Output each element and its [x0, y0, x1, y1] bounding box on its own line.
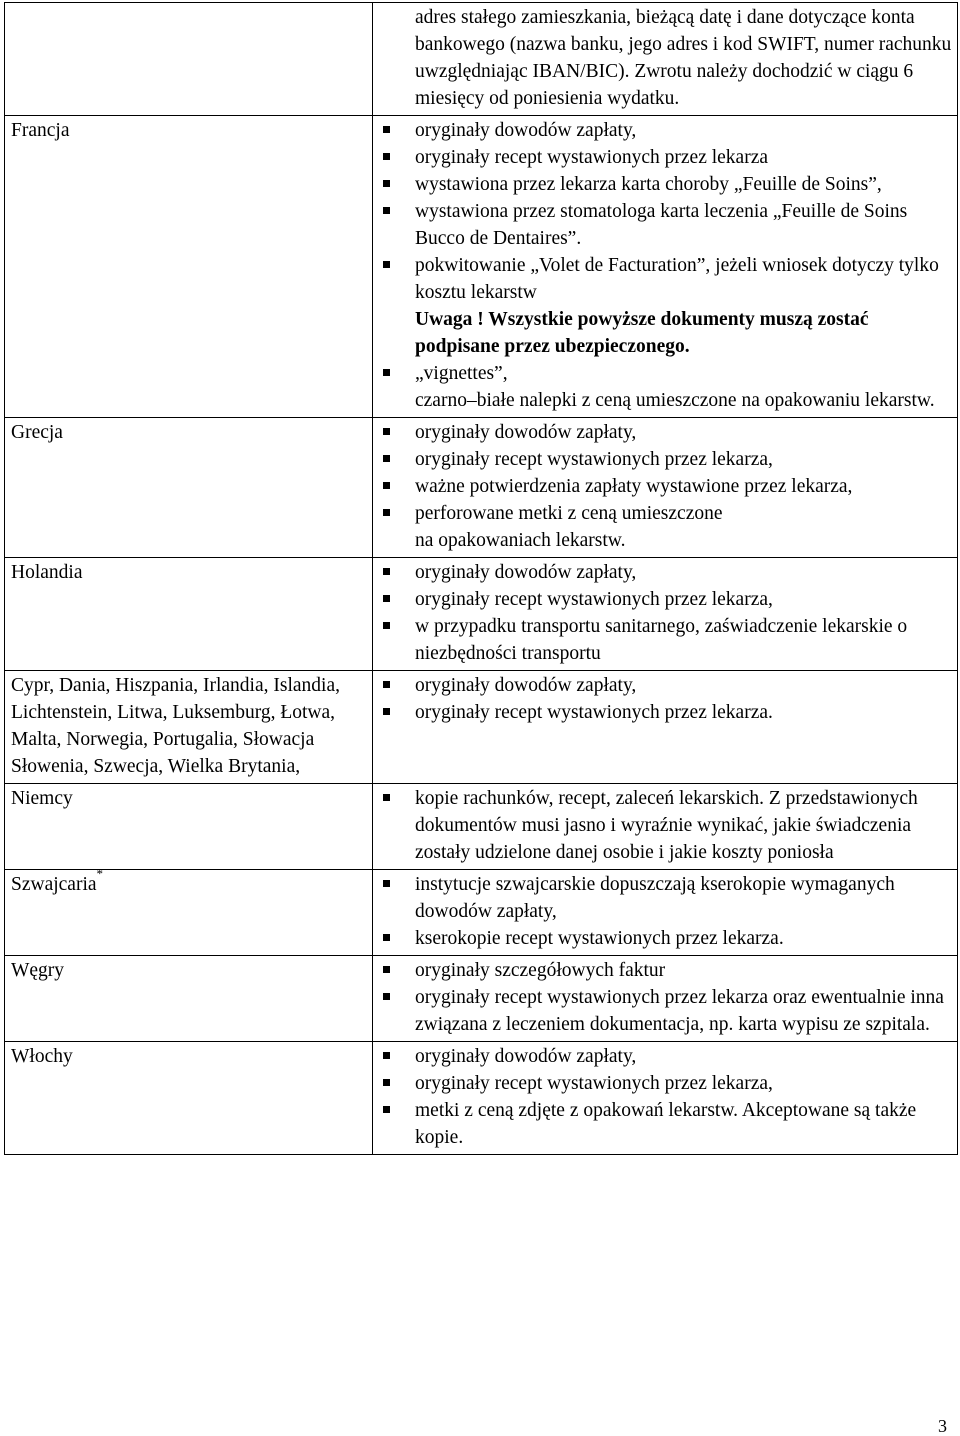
table-row: [5, 3, 958, 116]
bullet-item: oryginały dowodów zapłaty,: [381, 559, 953, 586]
table-row: [5, 671, 958, 784]
country-name: Szwajcaria: [11, 874, 97, 895]
footnote-marker: *: [96, 866, 104, 881]
documents-cell: [373, 558, 958, 671]
bullet-item: oryginały recept wystawionych przez lekarza.: [381, 699, 953, 726]
continuation-text: czarno–białe nalepki z ceną umieszczone na opakowaniu lekarstw.: [415, 390, 935, 411]
documents-list: [381, 957, 953, 1038]
documents-list: [381, 672, 953, 726]
table-row: [5, 870, 958, 956]
country-cell: [5, 418, 373, 558]
continuation-text: Uwaga ! Wszystkie powyższe dokumenty muszą zostać podpisane przez ubezpieczonego.: [415, 309, 869, 357]
table-row: [5, 558, 958, 671]
bullet-item: w przypadku transportu sanitarnego, zaświadczenie lekarskie o niezbędności transportu: [381, 613, 953, 667]
country-name: Francja: [11, 120, 70, 141]
documents-list: [381, 4, 953, 112]
table-row: [5, 116, 958, 418]
table-row: [5, 956, 958, 1042]
documents-cell: [373, 671, 958, 784]
bullet-item: instytucje szwajcarskie dopuszczają kserokopie wymaganych dowodów zapłaty,: [381, 871, 953, 925]
bullet-item: kopie rachunków, recept, zaleceń lekarskich. Z przedstawionych dokumentów musi jasno i wyraźnie wynikać, jakie świadczenia zostały udzielone danej osobie i jakie koszty poniosła: [381, 785, 953, 866]
page-number: 3: [938, 1416, 947, 1436]
documents-cell: [373, 956, 958, 1042]
table-body: [5, 3, 958, 1155]
country-name: Holandia: [11, 562, 83, 583]
bullet-item: oryginały dowodów zapłaty,: [381, 1043, 953, 1070]
requirements-table: [4, 2, 958, 1155]
table-row: [5, 418, 958, 558]
bullet-item: perforowane metki z ceną umieszczone: [381, 500, 953, 527]
bullet-item: metki z ceną zdjęte z opakowań lekarstw. Akceptowane są także kopie.: [381, 1097, 953, 1151]
bullet-item: „vignettes”,: [381, 360, 953, 387]
bullet-item: ważne potwierdzenia zapłaty wystawione przez lekarza,: [381, 473, 953, 500]
documents-list: [381, 1043, 953, 1151]
bullet-item: oryginały recept wystawionych przez lekarza oraz ewentualnie inna związana z leczeniem dokumentacja, np. karta wypisu ze szpitala.: [381, 984, 953, 1038]
country-cell: [5, 116, 373, 418]
documents-list: [381, 419, 953, 554]
country-cell: [5, 1042, 373, 1155]
country-cell: [5, 671, 373, 784]
table-row: [5, 784, 958, 870]
continuation-text: adres stałego zamieszkania, bieżącą datę i dane dotyczące konta bankowego (nazwa banku, jego adres i kod SWIFT, numer rachunku uwzględniając IBAN/BIC). Zwrotu należy dochodzić w ciągu 6 miesięcy od poniesienia wydatku.: [415, 7, 952, 109]
country-name: Grecja: [11, 422, 63, 443]
bullet-item: oryginały dowodów zapłaty,: [381, 117, 953, 144]
bullet-item: pokwitowanie „Volet de Facturation”, jeżeli wniosek dotyczy tylko kosztu lekarstw: [381, 252, 953, 306]
documents-cell: [373, 3, 958, 116]
documents-cell: [373, 1042, 958, 1155]
bullet-item: oryginały dowodów zapłaty,: [381, 419, 953, 446]
country-cell: [5, 3, 373, 116]
documents-list: [381, 785, 953, 866]
documents-list: [381, 871, 953, 952]
country-name: Włochy: [11, 1046, 73, 1067]
documents-list: [381, 117, 953, 414]
documents-cell: [373, 870, 958, 956]
bullet-item: oryginały recept wystawionych przez lekarza,: [381, 446, 953, 473]
country-cell: [5, 866, 373, 956]
country-name: Węgry: [11, 960, 65, 981]
country-name: Niemcy: [11, 788, 73, 809]
bullet-item: wystawiona przez stomatologa karta leczenia „Feuille de Soins Bucco de Dentaires”.: [381, 198, 953, 252]
country-cell: [5, 784, 373, 870]
documents-cell: [373, 784, 958, 870]
bullet-item: wystawiona przez lekarza karta choroby „Feuille de Soins”,: [381, 171, 953, 198]
bullet-item: oryginały recept wystawionych przez lekarza,: [381, 586, 953, 613]
bullet-item: oryginały recept wystawionych przez lekarza,: [381, 1070, 953, 1097]
table-row: [5, 1042, 958, 1155]
bullet-item: kserokopie recept wystawionych przez lekarza.: [381, 925, 953, 952]
country-name: Cypr, Dania, Hiszpania, Irlandia, Islandia, Lichtenstein, Litwa, Luksemburg, Łotwa, Malta, Norwegia, Portugalia, Słowacja Słowenia, Szwecja, Wielka Brytania,: [11, 675, 340, 777]
bullet-item: oryginały recept wystawionych przez lekarza: [381, 144, 953, 171]
country-cell: [5, 956, 373, 1042]
bullet-item: oryginały szczegółowych faktur: [381, 957, 953, 984]
documents-list: [381, 559, 953, 667]
documents-cell: [373, 116, 958, 418]
continuation-text: na opakowaniach lekarstw.: [415, 530, 626, 551]
documents-cell: [373, 418, 958, 558]
bullet-item: oryginały dowodów zapłaty,: [381, 672, 953, 699]
country-cell: [5, 558, 373, 671]
